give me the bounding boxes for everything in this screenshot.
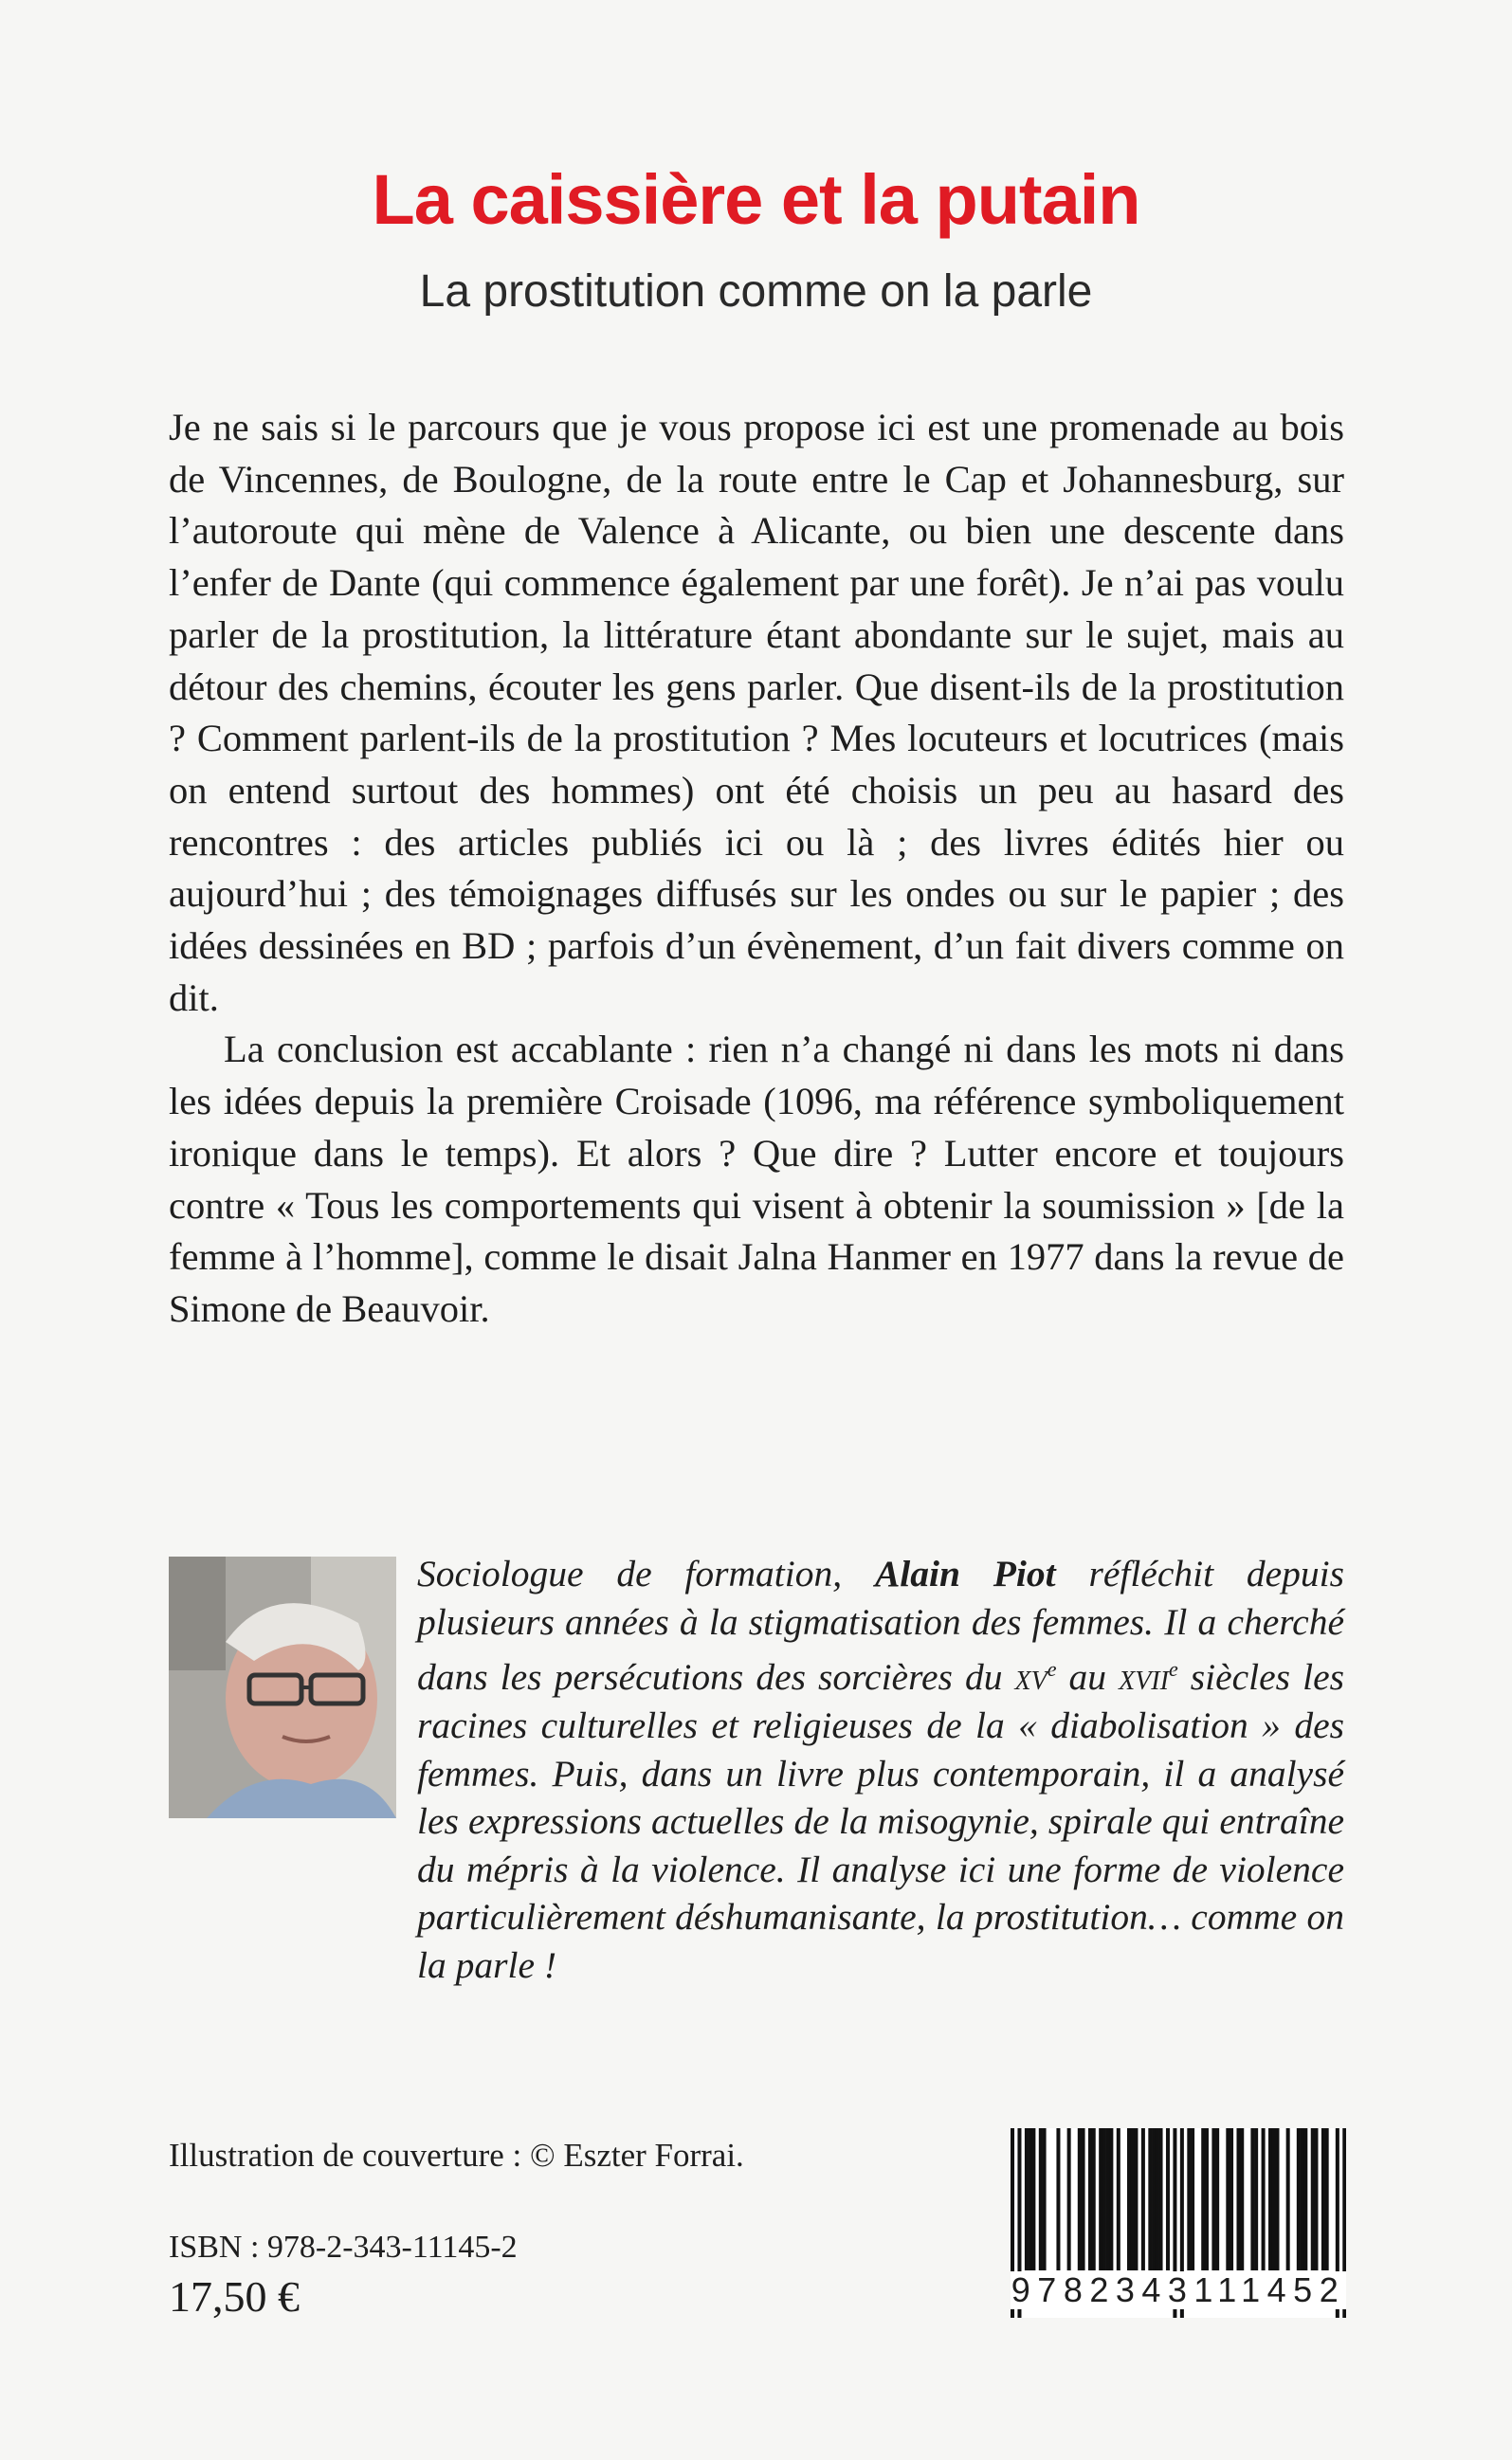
barcode-bar xyxy=(1311,2128,1315,2270)
book-title: La caissière et la putain xyxy=(372,160,1140,239)
barcode-bar xyxy=(1262,2128,1266,2270)
barcode-bar xyxy=(1268,2128,1272,2270)
barcode-bar xyxy=(1303,2128,1307,2270)
barcode-bar xyxy=(1029,2128,1032,2270)
paragraph-1: Je ne sais si le parcours que je vous propose ici est une promenade au bois de Vincennes, de Boulogne, de la route entre le Cap et Johannesburg, sur l’autoroute qui mène de Valence à Alicante, ou bien une descente dans l’enfer de Dante (qui commence également par une forêt). Je n’ai pas voulu parler de la prostitution, la littérature étant abondante sur le sujet, mais au détour des chemins, écouter les gens parler. Que disent-ils de la prostitution ? Comment parlent-ils de la prostitution ? Mes locuteurs et locutrices (mais on entend surtout des hommes) ont été choisis un peu au hasard des rencontres : des articles publiés ici ou là ; des livres édités hier ou aujourd’hui ; des témoignages diffusés sur les ondes ou sur le papier ; des idées dessinées en BD ; parfois d’un évènement, d’un fait divers comme on dit. xyxy=(169,406,1344,1019)
barcode-bar xyxy=(1099,2128,1102,2270)
barcode-bar xyxy=(1082,2128,1085,2270)
book-subtitle: La prostitution comme on la parle xyxy=(419,266,1093,317)
barcode-bar xyxy=(1240,2128,1244,2270)
barcode-bar xyxy=(1092,2128,1096,2270)
barcode-bar xyxy=(1166,2128,1170,2270)
barcode-bar xyxy=(1286,2128,1290,2270)
barcode-bar xyxy=(1106,2128,1110,2270)
barcode-bar xyxy=(1187,2128,1191,2270)
author-name: Alain Piot xyxy=(874,1553,1056,1594)
barcode-bar xyxy=(1152,2128,1156,2270)
barcode-bar xyxy=(1141,2128,1145,2270)
barcode-digits: 9782343111452 xyxy=(1011,2270,1346,2309)
barcode-bar xyxy=(1043,2128,1047,2270)
barcode-bar xyxy=(1272,2128,1276,2270)
paragraph-2: La conclusion est accablante : rien n’a changé ni dans les mots ni dans les idées depuis la première Croisade (1096, ma référence symboliquement ironique dans le temps). Et alors ? Que dire ? Lutter encore et toujours contre « Tous les comportements qui visent à obtenir la soumission » [de la femme à l’homme], comme le disait Jalna Hanmer en 1977 dans la revue de Simone de Beauvoir. xyxy=(169,1028,1344,1330)
century-xvii-sup: e xyxy=(1168,1657,1178,1682)
century-xv-sup: e xyxy=(1047,1657,1057,1682)
barcode-bar xyxy=(1215,2128,1219,2270)
century-xv: xv xyxy=(1014,1656,1047,1699)
barcode-bar xyxy=(1039,2128,1043,2270)
barcode-bar xyxy=(1275,2128,1279,2270)
barcode-bar xyxy=(1067,2128,1071,2270)
barcode-bar xyxy=(1025,2128,1029,2270)
barcode-bar xyxy=(1250,2128,1254,2270)
isbn: ISBN : 978-2-343-11145-2 xyxy=(169,2230,518,2265)
bio-part-1: réfléchit depuis plusieurs années à la stigmatisation des femmes. Il a cherché dans les persécutions des sorcières du xyxy=(417,1553,1345,1699)
barcode-bar xyxy=(1254,2128,1258,2270)
barcode-bar xyxy=(1297,2128,1301,2270)
bio-part-2: au xyxy=(1056,1656,1120,1699)
barcode-bar xyxy=(1102,2128,1106,2270)
barcode-bar xyxy=(1159,2128,1163,2270)
barcode-bar xyxy=(1211,2128,1215,2270)
barcode-bar xyxy=(1321,2128,1325,2270)
bio-part-3: siècles les racines culturelles et religieuses de la « diabolisation » des femmes. Puis, dans un livre plus contemporain, il a analysé les expressions actuelles de la misogynie, spirale qui entraîne du mépris à la violence. Il analyse ici une forme de violence particulièrement déshumanisante, la prostitution… comme on la parle ! xyxy=(417,1656,1344,1986)
barcode-bar xyxy=(1117,2128,1120,2270)
barcode-bar xyxy=(1236,2128,1240,2270)
barcode-bar xyxy=(1088,2128,1092,2270)
barcode-bar xyxy=(1191,2128,1194,2270)
barcode-bar xyxy=(1131,2128,1135,2270)
bio-intro: Sociologue de formation, xyxy=(417,1553,875,1594)
barcode-bar xyxy=(1031,2128,1035,2270)
barcode-bar xyxy=(1078,2128,1082,2270)
illustration-credit: Illustration de couverture : © Eszter Forrai. xyxy=(169,2137,744,2174)
century-xvii: xvii xyxy=(1119,1656,1169,1699)
barcode-bar xyxy=(1325,2128,1329,2270)
author-bio xyxy=(169,1550,1344,1990)
barcode-bar xyxy=(1109,2128,1113,2270)
barcode-bar xyxy=(1314,2128,1318,2270)
barcode-bar xyxy=(1127,2128,1131,2270)
barcode-bar xyxy=(1134,2128,1138,2270)
barcode-bar xyxy=(1056,2128,1060,2270)
barcode-bar xyxy=(1226,2128,1230,2270)
back-cover-text xyxy=(169,402,1344,1336)
barcode-bar xyxy=(1148,2128,1152,2270)
barcode-bar xyxy=(1301,2128,1304,2270)
price: 17,50 € xyxy=(169,2272,300,2321)
barcode-bar xyxy=(1201,2128,1205,2270)
barcode-bar xyxy=(1205,2128,1209,2270)
barcode-bar xyxy=(1156,2128,1159,2270)
barcode-bar xyxy=(1230,2128,1233,2270)
